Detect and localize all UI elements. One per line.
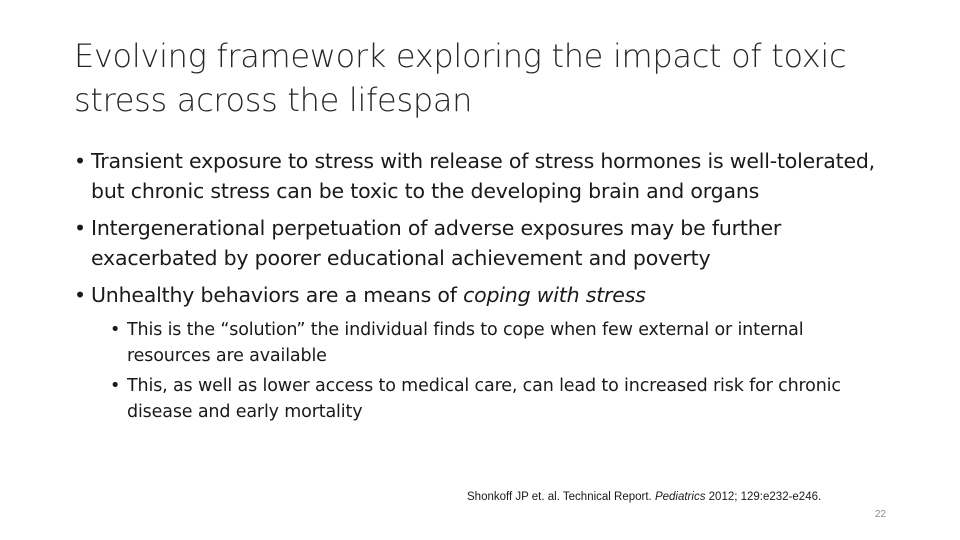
bullet-dot-icon: •	[74, 216, 86, 240]
bullet-text: Intergenerational perpetuation of adverse exposures may be further exacerbated by poorer educational achievement and poverty	[91, 216, 782, 270]
bullet-dot-icon: •	[110, 320, 121, 340]
citation-details: 2012; 129:e232-e246.	[705, 491, 822, 503]
sub-bullet-text: This, as well as lower access to medical care, can lead to increased risk for chronic disease and early mortality	[127, 376, 841, 422]
page-number: 22	[874, 509, 886, 520]
citation-authors: Shonkoff JP et. al. Technical Report.	[467, 491, 655, 503]
bullet-dot-icon: •	[110, 376, 121, 396]
bullet-text-emphasis: coping with stress	[463, 283, 646, 307]
bullet-dot-icon: •	[74, 149, 86, 173]
citation-journal: Pediatrics	[654, 491, 706, 503]
bullet-item-3	[74, 280, 894, 310]
bullet-text: Unhealthy behaviors are a means of	[91, 283, 464, 307]
sub-bullet-item-1	[110, 317, 867, 369]
bullet-item-1	[74, 146, 894, 206]
bullet-item-2	[74, 213, 894, 273]
bullet-text: Transient exposure to stress with release of stress hormones is well-tolerated, but chronic stress can be toxic to the developing brain and organs	[91, 149, 876, 203]
bullet-dot-icon: •	[74, 283, 86, 307]
citation	[467, 490, 821, 504]
sub-bullet-text: This is the “solution” the individual finds to cope when few external or internal resources are available	[127, 320, 804, 366]
slide-title: Evolving framework exploring the impact of toxic stress across the lifespan	[74, 37, 847, 119]
slide-body	[74, 146, 894, 429]
sub-bullet-item-2	[110, 373, 867, 425]
